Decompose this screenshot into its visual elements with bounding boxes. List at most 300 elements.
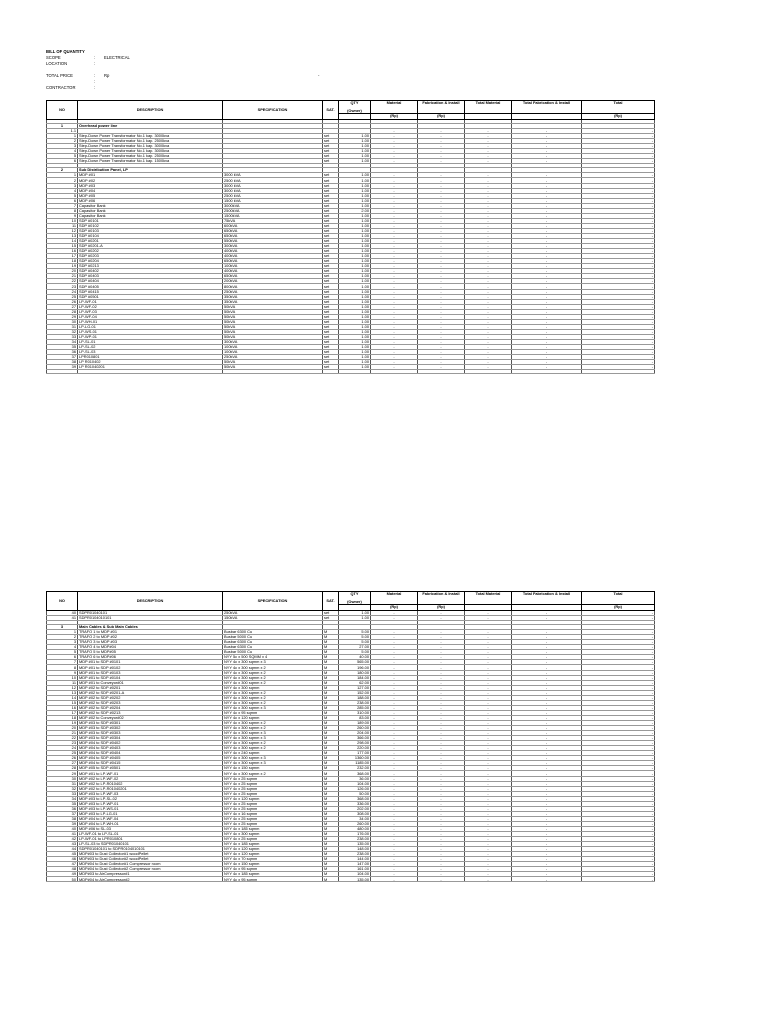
row-qty: 1.00 bbox=[339, 329, 371, 334]
row-no: 38 bbox=[47, 816, 78, 821]
row-description: MDP #04 to SDP #0404 bbox=[78, 751, 223, 756]
row-specification: NYY 4c x 300 sqmm bbox=[223, 685, 323, 690]
row-qty: 368.00 bbox=[339, 796, 371, 801]
row-fabrication: - bbox=[418, 284, 465, 289]
row-total: - bbox=[582, 685, 655, 690]
section-no: 1 bbox=[47, 124, 78, 129]
row-fabrication: - bbox=[418, 837, 465, 842]
row-sat: M bbox=[323, 796, 339, 801]
row-qty: 1.00 bbox=[339, 149, 371, 154]
row-no: 6 bbox=[47, 198, 78, 203]
row-specification: Busbar 6300 Cu bbox=[223, 645, 323, 650]
row-sat: set bbox=[323, 299, 339, 304]
row-fabrication: - bbox=[418, 173, 465, 178]
row-fabrication: - bbox=[418, 741, 465, 746]
row-description: MDP #02 to LP-R010402 bbox=[78, 781, 223, 786]
row-no: 6 bbox=[47, 655, 78, 660]
row-total: - bbox=[582, 736, 655, 741]
row-no: 8 bbox=[47, 665, 78, 670]
row-sat: M bbox=[323, 842, 339, 847]
row-total-material: - bbox=[465, 761, 512, 766]
row-sat: M bbox=[323, 660, 339, 665]
row-total-fabrication: - bbox=[512, 254, 582, 259]
row-no: 9 bbox=[47, 670, 78, 675]
row-sat: set bbox=[323, 208, 339, 213]
row-no: 31 bbox=[47, 781, 78, 786]
row-total-material: - bbox=[465, 675, 512, 680]
row-total: - bbox=[582, 149, 655, 154]
row-total-material: - bbox=[465, 304, 512, 309]
row-fabrication: - bbox=[418, 264, 465, 269]
row-total-material: - bbox=[465, 690, 512, 695]
row-material: - bbox=[371, 269, 418, 274]
row-no: 36 bbox=[47, 350, 78, 355]
row-qty: 298.00 bbox=[339, 741, 371, 746]
row-specification: NYY 4c x 95 sqmm bbox=[223, 710, 323, 715]
row-total-fabrication: - bbox=[512, 736, 582, 741]
row-specification: NYY 4c x 300 sqmm x 2 bbox=[223, 700, 323, 705]
row-no: 34 bbox=[47, 796, 78, 801]
row-total: - bbox=[582, 279, 655, 284]
row-total-fabrication: - bbox=[512, 154, 582, 159]
row-description: MDP #04 to SDP #0405 bbox=[78, 756, 223, 761]
row-description: MDP#03 to Dust Collector#2 woodPellet bbox=[78, 857, 223, 862]
row-specification: NYY 4c x 300 sqmm x 2 bbox=[223, 741, 323, 746]
row-fabrication: - bbox=[418, 640, 465, 645]
row-description: MDP #04 bbox=[78, 188, 223, 193]
row-no: 49 bbox=[47, 872, 78, 877]
row-qty: 1.00 bbox=[339, 159, 371, 164]
row-description: MDP #04 to LP-WF-04 bbox=[78, 816, 223, 821]
row-total: - bbox=[582, 786, 655, 791]
row-total-material: - bbox=[465, 299, 512, 304]
row-no: 14 bbox=[47, 239, 78, 244]
row-total: - bbox=[582, 334, 655, 339]
row-material: - bbox=[371, 630, 418, 635]
row-qty: 260.00 bbox=[339, 821, 371, 826]
row-specification: NYY 4c x 120 sqmm bbox=[223, 715, 323, 720]
row-description: LP-SL-02 bbox=[78, 345, 223, 350]
row-total-material: - bbox=[465, 183, 512, 188]
row-description: LP-WF-01 to LPR010801 bbox=[78, 837, 223, 842]
scope-value: ELECTRICAL bbox=[104, 55, 130, 60]
row-sat: M bbox=[323, 685, 339, 690]
row-fabrication: - bbox=[418, 324, 465, 329]
row-total-material: - bbox=[465, 159, 512, 164]
row-qty: 1.00 bbox=[339, 178, 371, 183]
row-total-material: - bbox=[465, 264, 512, 269]
row-total-fabrication: - bbox=[512, 324, 582, 329]
row-qty: 104.00 bbox=[339, 872, 371, 877]
row-total-material: - bbox=[465, 826, 512, 831]
row-no: 33 bbox=[47, 791, 78, 796]
row-total: - bbox=[582, 345, 655, 350]
row-material: - bbox=[371, 294, 418, 299]
row-sat: M bbox=[323, 862, 339, 867]
row-no: 1 bbox=[47, 173, 78, 178]
row-total-fabrication: - bbox=[512, 675, 582, 680]
row-specification: NYY 4c x 300 sqmm bbox=[223, 832, 323, 837]
row-fabrication: - bbox=[418, 269, 465, 274]
row-description: MDP #02 to SDP #0204 bbox=[78, 705, 223, 710]
row-qty: 238.00 bbox=[339, 700, 371, 705]
row-qty: 1.00 bbox=[339, 213, 371, 218]
row-no: 23 bbox=[47, 284, 78, 289]
row-description: MDP #03 to SDP #0301 bbox=[78, 720, 223, 725]
row-description: LP-WF-04 bbox=[78, 314, 223, 319]
row-sat: set bbox=[323, 254, 339, 259]
row-specification: NYY 4c x 300 sqmm x 2 bbox=[223, 726, 323, 731]
row-specification: NYY 4c x 95 sqmm bbox=[223, 867, 323, 872]
row-qty: 127.00 bbox=[339, 685, 371, 690]
row-total: - bbox=[582, 715, 655, 720]
row-total-material: - bbox=[465, 695, 512, 700]
row-fabrication: - bbox=[418, 228, 465, 233]
row-material: - bbox=[371, 670, 418, 675]
row-total-fabrication: - bbox=[512, 650, 582, 655]
row-sat: M bbox=[323, 872, 339, 877]
row-specification: 100kVA bbox=[223, 345, 323, 350]
row-total-fabrication: - bbox=[512, 877, 582, 882]
row-no: 12 bbox=[47, 228, 78, 233]
col-fabrication-rp: (Rp) bbox=[418, 114, 465, 120]
row-total: - bbox=[582, 249, 655, 254]
section-title: Main Cables & Sub Main Cables bbox=[78, 625, 223, 630]
row-description: SDP #0404 bbox=[78, 279, 223, 284]
row-qty: 1.00 bbox=[339, 360, 371, 365]
row-specification: NYY 4c x 25 sqmm bbox=[223, 806, 323, 811]
row-material: - bbox=[371, 218, 418, 223]
row-qty: 285.00 bbox=[339, 705, 371, 710]
col-fabrication: Fabrication & Install bbox=[418, 592, 465, 605]
row-description: Step-Down Power Transformator No.1 kap. 2500kva bbox=[78, 139, 223, 144]
row-no: 9 bbox=[47, 213, 78, 218]
row-total-material: - bbox=[465, 670, 512, 675]
row-description: MDP #05 to SDP #0501 bbox=[78, 766, 223, 771]
row-qty: 83.00 bbox=[339, 715, 371, 720]
row-specification: NYY 4c x 300 sqmm x 2 bbox=[223, 670, 323, 675]
row-total-fabrication: - bbox=[512, 159, 582, 164]
row-no: 13 bbox=[47, 233, 78, 238]
row-fabrication: - bbox=[418, 274, 465, 279]
row-total: - bbox=[582, 751, 655, 756]
row-qty: 1.00 bbox=[339, 616, 371, 621]
row-no: 40 bbox=[47, 611, 78, 616]
row-total: - bbox=[582, 811, 655, 816]
row-material: - bbox=[371, 746, 418, 751]
row-total: - bbox=[582, 665, 655, 670]
row-description: SDP #0201 bbox=[78, 239, 223, 244]
row-no: 1 bbox=[47, 134, 78, 139]
row-material: - bbox=[371, 731, 418, 736]
row-total: - bbox=[582, 360, 655, 365]
row-no: 22 bbox=[47, 279, 78, 284]
row-total-material: - bbox=[465, 726, 512, 731]
row-description: LP-WF-02 bbox=[78, 304, 223, 309]
row-sat: M bbox=[323, 650, 339, 655]
col-total-material: Total Material bbox=[465, 592, 512, 605]
row-description: SDP #0103 bbox=[78, 228, 223, 233]
row-total: - bbox=[582, 660, 655, 665]
row-total-material: - bbox=[465, 801, 512, 806]
row-material: - bbox=[371, 867, 418, 872]
row-no: 28 bbox=[47, 309, 78, 314]
row-total-fabrication: - bbox=[512, 710, 582, 715]
row-total-material: - bbox=[465, 776, 512, 781]
col-material-rp: (Rp) bbox=[371, 114, 418, 120]
row-material: - bbox=[371, 842, 418, 847]
row-description: MDP #01 to LP-WF-01 bbox=[78, 771, 223, 776]
row-no: 37 bbox=[47, 811, 78, 816]
row-material: - bbox=[371, 228, 418, 233]
row-specification: 50kVA bbox=[223, 365, 323, 370]
row-material: - bbox=[371, 239, 418, 244]
row-total: - bbox=[582, 339, 655, 344]
row-qty: 1.00 bbox=[339, 198, 371, 203]
row-qty: 1.00 bbox=[339, 611, 371, 616]
row-total-fabrication: - bbox=[512, 173, 582, 178]
row-qty: 34.00 bbox=[339, 816, 371, 821]
row-total-material: - bbox=[465, 635, 512, 640]
row-qty: 196.00 bbox=[339, 665, 371, 670]
row-total: - bbox=[582, 700, 655, 705]
row-sat: set bbox=[323, 223, 339, 228]
row-sat: set bbox=[323, 309, 339, 314]
row-specification: NYY 4c x 25 sqmm bbox=[223, 821, 323, 826]
row-specification: 400kVA bbox=[223, 254, 323, 259]
row-no: 19 bbox=[47, 264, 78, 269]
row-no: 10 bbox=[47, 675, 78, 680]
row-material: - bbox=[371, 761, 418, 766]
row-fabrication: - bbox=[418, 832, 465, 837]
row-qty: 368.00 bbox=[339, 771, 371, 776]
row-total-material: - bbox=[465, 350, 512, 355]
row-no: 29 bbox=[47, 771, 78, 776]
row-sat: M bbox=[323, 852, 339, 857]
row-material: - bbox=[371, 877, 418, 882]
row-total: - bbox=[582, 264, 655, 269]
row-specification: NYY 4c x 25 sqmm bbox=[223, 801, 323, 806]
row-total-material: - bbox=[465, 173, 512, 178]
row-specification: Busbar 5000 Cu bbox=[223, 635, 323, 640]
row-total-fabrication: - bbox=[512, 741, 582, 746]
row-total: - bbox=[582, 852, 655, 857]
row-qty: 126.00 bbox=[339, 786, 371, 791]
row-no: 40 bbox=[47, 826, 78, 831]
row-fabrication: - bbox=[418, 355, 465, 360]
row-total-fabrication: - bbox=[512, 178, 582, 183]
row-qty: 36.00 bbox=[339, 776, 371, 781]
row-total-material: - bbox=[465, 791, 512, 796]
row-total-fabrication: - bbox=[512, 842, 582, 847]
row-description: TRAFO 4 to MDP#04 bbox=[78, 645, 223, 650]
row-total-fabrication: - bbox=[512, 655, 582, 660]
row-total-fabrication: - bbox=[512, 665, 582, 670]
row-sat: set bbox=[323, 259, 339, 264]
row-total: - bbox=[582, 837, 655, 842]
row-fabrication: - bbox=[418, 751, 465, 756]
row-description: MDP #03 bbox=[78, 183, 223, 188]
row-description: SDP #0202 bbox=[78, 249, 223, 254]
row-no: 25 bbox=[47, 294, 78, 299]
row-fabrication: - bbox=[418, 796, 465, 801]
row-specification: 650kVA bbox=[223, 233, 323, 238]
row-qty: 1.00 bbox=[339, 345, 371, 350]
row-sat: set bbox=[323, 144, 339, 149]
row-qty: 104.00 bbox=[339, 781, 371, 786]
row-specification: 300kVA bbox=[223, 339, 323, 344]
row-qty: 308.00 bbox=[339, 811, 371, 816]
row-no: 42 bbox=[47, 837, 78, 842]
row-sat: M bbox=[323, 670, 339, 675]
row-qty: 1185.00 bbox=[339, 761, 371, 766]
row-fabrication: - bbox=[418, 299, 465, 304]
row-total: - bbox=[582, 183, 655, 188]
row-material: - bbox=[371, 781, 418, 786]
row-specification: NYY 4c x 120 sqmm bbox=[223, 847, 323, 852]
row-total-material: - bbox=[465, 279, 512, 284]
row-fabrication: - bbox=[418, 685, 465, 690]
row-qty: 1.00 bbox=[339, 228, 371, 233]
row-total: - bbox=[582, 862, 655, 867]
row-description: MDP#03 to AirCompressor#1 bbox=[78, 872, 223, 877]
row-no: 39 bbox=[47, 821, 78, 826]
row-total-fabrication: - bbox=[512, 635, 582, 640]
row-qty: 1.00 bbox=[339, 309, 371, 314]
row-fabrication: - bbox=[418, 700, 465, 705]
row-total-fabrication: - bbox=[512, 816, 582, 821]
row-sat: M bbox=[323, 816, 339, 821]
row-specification: 2500kVA bbox=[223, 208, 323, 213]
row-fabrication: - bbox=[418, 218, 465, 223]
row-sat: set bbox=[323, 183, 339, 188]
row-description: MDP #03 to SDP #0303 bbox=[78, 731, 223, 736]
row-total-fabrication: - bbox=[512, 751, 582, 756]
row-total-fabrication: - bbox=[512, 806, 582, 811]
row-fabrication: - bbox=[418, 329, 465, 334]
row-total-fabrication: - bbox=[512, 645, 582, 650]
row-total-fabrication: - bbox=[512, 223, 582, 228]
row-fabrication: - bbox=[418, 695, 465, 700]
row-total-fabrication: - bbox=[512, 720, 582, 725]
row-material: - bbox=[371, 289, 418, 294]
total-currency: Rp bbox=[104, 73, 110, 78]
row-qty: 50.00 bbox=[339, 791, 371, 796]
row-total-fabrication: - bbox=[512, 700, 582, 705]
row-sat: M bbox=[323, 857, 339, 862]
row-material: - bbox=[371, 680, 418, 685]
row-total-fabrication: - bbox=[512, 329, 582, 334]
col-material: Material bbox=[371, 101, 418, 114]
row-sat: set bbox=[323, 193, 339, 198]
col-description: DESCRIPTION bbox=[78, 101, 223, 120]
col-no: NO bbox=[47, 592, 78, 611]
row-total: - bbox=[582, 193, 655, 198]
row-total-material: - bbox=[465, 218, 512, 223]
row-no: 35 bbox=[47, 801, 78, 806]
row-total-material: - bbox=[465, 324, 512, 329]
row-total: - bbox=[582, 842, 655, 847]
row-description: MDP #03 to LP-WS-01 bbox=[78, 806, 223, 811]
row-total-material: - bbox=[465, 806, 512, 811]
row-material: - bbox=[371, 826, 418, 831]
row-description: MDP #01 to Conveyor#01 bbox=[78, 680, 223, 685]
row-material: - bbox=[371, 129, 418, 134]
row-total-material: - bbox=[465, 811, 512, 816]
row-description: SDPR01040101 to SDPR0104010101 bbox=[78, 847, 223, 852]
row-total-fabrication: - bbox=[512, 781, 582, 786]
row-total: - bbox=[582, 746, 655, 751]
row-qty: 1.00 bbox=[339, 289, 371, 294]
location-label: LOCATION bbox=[46, 61, 68, 66]
row-fabrication: - bbox=[418, 852, 465, 857]
row-qty: 336.00 bbox=[339, 801, 371, 806]
row-specification: 75kVA bbox=[223, 218, 323, 223]
row-no: 13 bbox=[47, 690, 78, 695]
row-total: - bbox=[582, 218, 655, 223]
row-total: - bbox=[582, 289, 655, 294]
row-sat: M bbox=[323, 715, 339, 720]
row-specification: 650kVA bbox=[223, 259, 323, 264]
row-qty: 1.00 bbox=[339, 334, 371, 339]
row-no: 16 bbox=[47, 705, 78, 710]
row-no: 17 bbox=[47, 710, 78, 715]
row-specification: NYY 4c x 25 sqmm bbox=[223, 781, 323, 786]
row-qty: 184.00 bbox=[339, 675, 371, 680]
row-fabrication: - bbox=[418, 198, 465, 203]
row-sat: set bbox=[323, 274, 339, 279]
row-specification: NYY 4c x 300 sqmm x 2 bbox=[223, 746, 323, 751]
row-specification: 800kVA bbox=[223, 284, 323, 289]
row-material: - bbox=[371, 355, 418, 360]
row-material: - bbox=[371, 685, 418, 690]
row-qty: 152.00 bbox=[339, 690, 371, 695]
row-fabrication: - bbox=[418, 791, 465, 796]
row-sat: set bbox=[323, 233, 339, 238]
row-material: - bbox=[371, 188, 418, 193]
row-qty: 1.00 bbox=[339, 223, 371, 228]
boq-table-page-2 bbox=[46, 591, 654, 882]
row-total-material: - bbox=[465, 233, 512, 238]
row-total-material: - bbox=[465, 365, 512, 370]
row-material: - bbox=[371, 771, 418, 776]
row-specification: NYY 4c x 300 sqmm x 3 bbox=[223, 660, 323, 665]
row-total-fabrication: - bbox=[512, 249, 582, 254]
row-material: - bbox=[371, 720, 418, 725]
row-total-material: - bbox=[465, 872, 512, 877]
row-total: - bbox=[582, 144, 655, 149]
col-material-rp: (Rp) bbox=[371, 605, 418, 611]
row-total: - bbox=[582, 776, 655, 781]
row-fabrication: - bbox=[418, 360, 465, 365]
row-no: 38 bbox=[47, 360, 78, 365]
row-qty: 1.00 bbox=[339, 249, 371, 254]
row-total-material: - bbox=[465, 852, 512, 857]
col-material: Material bbox=[371, 592, 418, 605]
row-material: - bbox=[371, 319, 418, 324]
row-material: - bbox=[371, 616, 418, 621]
row-fabrication: - bbox=[418, 801, 465, 806]
row-sat: M bbox=[323, 832, 339, 837]
row-total-fabrication: - bbox=[512, 299, 582, 304]
row-description: TRAFO 6 to MDP#06 bbox=[78, 655, 223, 660]
row-description: Capasitor Bank bbox=[78, 208, 223, 213]
row-total: - bbox=[582, 766, 655, 771]
row-total-material: - bbox=[465, 781, 512, 786]
row-total-fabrication: - bbox=[512, 705, 582, 710]
row-no: 19 bbox=[47, 720, 78, 725]
row-material: - bbox=[371, 751, 418, 756]
